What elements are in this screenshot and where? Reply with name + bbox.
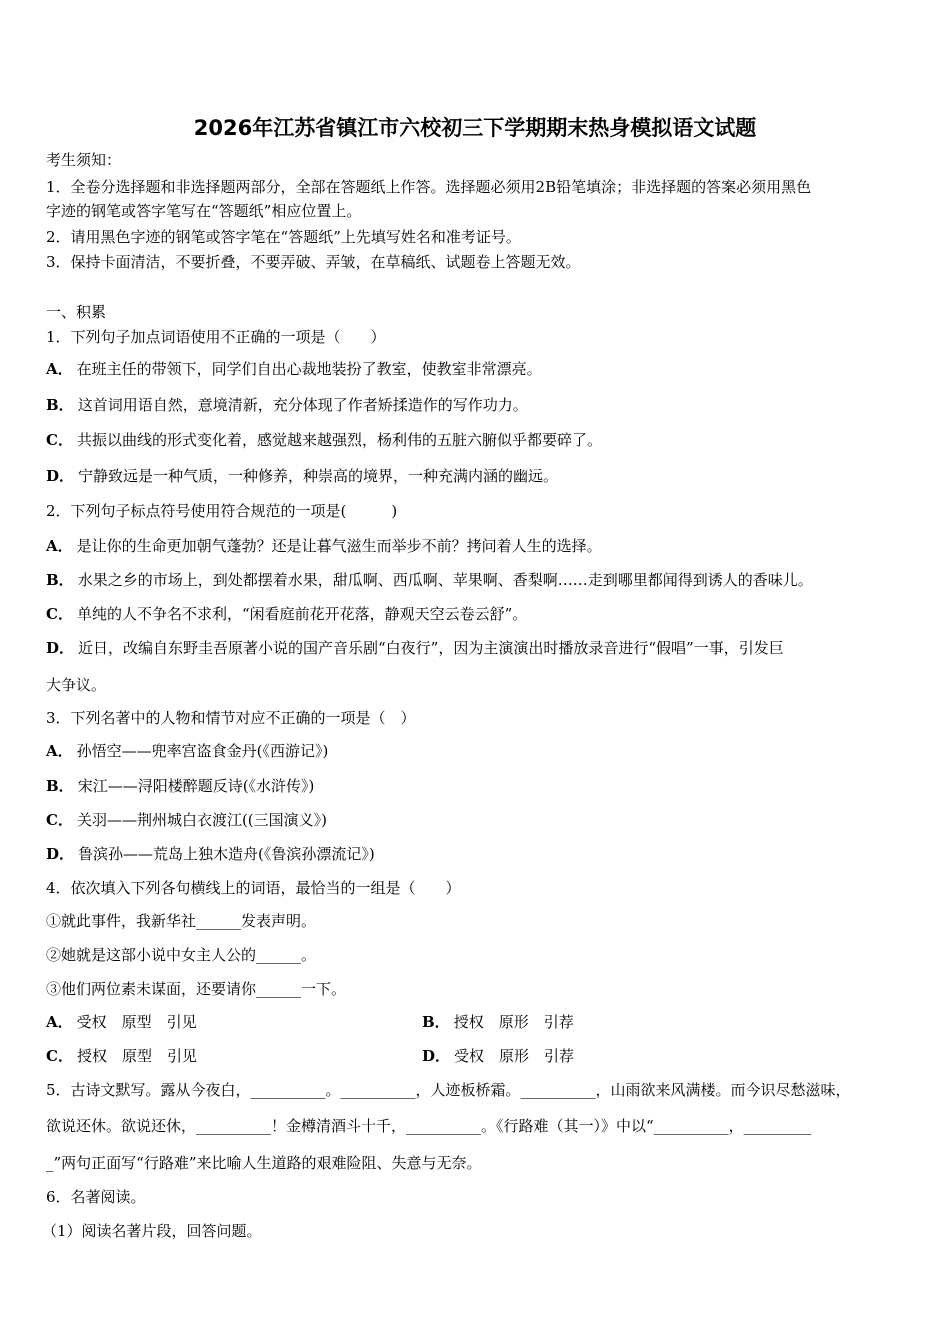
line-text: 鲁滨孙——荒岛上独木造舟(《鲁滨孙漂流记》) — [78, 845, 375, 863]
text-line — [46, 1080, 851, 1100]
line-text: 3．下列名著中的人物和情节对应不正确的一项是（ ） — [46, 709, 416, 727]
line-text: ③他们两位素未谋面，还要请你______一下。 — [46, 980, 347, 998]
text-line — [46, 911, 316, 931]
option-line — [46, 359, 542, 379]
text-line — [42, 1221, 262, 1241]
option-line — [46, 604, 527, 624]
line-text: 这首词用语自然，意境清新，充分体现了作者矫揉造作的写作功力。 — [77, 396, 528, 414]
option-label: A． — [46, 537, 73, 555]
line-text: 孙悟空——兜率宫盗食金丹(《西游记》) — [76, 742, 329, 760]
text-line — [46, 501, 397, 521]
page-title: 2026年江苏省镇江市六校初三下学期期末热身模拟语文试题 — [193, 116, 757, 140]
option-line — [46, 430, 602, 450]
text-line — [46, 252, 581, 272]
text-line — [46, 675, 106, 695]
line-text: 2．下列句子标点符号使用符合规范的一项是( ) — [46, 502, 398, 520]
line-text: 3．保持卡面清洁，不要折叠，不要弄破、弄皱，在草稿纸、试题卷上答题无效。 — [46, 253, 581, 271]
line-text: 考生须知： — [46, 151, 122, 169]
option-label: D． — [46, 845, 75, 863]
text-line — [46, 327, 386, 347]
line-text: 在班主任的带领下，同学们自出心裁地装扮了教室，使教室非常漂亮。 — [76, 360, 542, 378]
line-text: 关羽——荆州城白衣渡江((三国演义》) — [76, 811, 328, 829]
text-line — [46, 201, 361, 221]
line-text: 共振以曲线的形式变化着，感觉越来越强烈，杨利伟的五脏六腑似乎都要碎了。 — [76, 431, 602, 449]
option-line — [46, 741, 328, 761]
option-label: B． — [46, 396, 74, 414]
option-label: C． — [46, 1047, 73, 1065]
line-text: 授权 原形 引荐 — [453, 1013, 574, 1031]
line-text: 2．请用黑色字迹的钢笔或答字笔在“答题纸”上先填写姓名和准考证号。 — [46, 228, 521, 246]
line-text: 5．古诗文默写。露从今夜白，__________。__________，人迹板桥霜。__________，山雨欲来风满楼。而今识尽愁滋味， — [46, 1081, 851, 1099]
option-line — [46, 810, 327, 830]
text-line — [46, 227, 521, 247]
option-line — [46, 1046, 575, 1066]
option-label: B． — [422, 1013, 450, 1031]
line-text: 字迹的钢笔或答字笔写在“答题纸”相应位置上。 — [46, 202, 362, 220]
option-line — [46, 536, 602, 556]
option-label: D． — [46, 467, 75, 485]
line-text: 单纯的人不争名不求利，“闲看庭前花开花落，静观天空云卷云舒”。 — [76, 605, 528, 623]
option-label: A． — [46, 742, 73, 760]
line-text: 4．依次填入下列各句横线上的词语，最恰当的一组是（ ） — [46, 879, 461, 897]
option-line — [46, 570, 813, 590]
option-line — [46, 466, 558, 486]
line-text: ①就此事件，我新华社______发表声明。 — [46, 912, 317, 930]
option-label: C． — [46, 431, 73, 449]
text-line — [46, 1187, 146, 1207]
line-text: 1．下列句子加点词语使用不正确的一项是（ ） — [46, 328, 386, 346]
option-label: D． — [422, 1047, 451, 1065]
option-line — [46, 844, 375, 864]
line-text: 1．全卷分选择题和非选择题两部分，全部在答题纸上作答。选择题必须用2B铅笔填涂；非选择题的答案必须用黑色 — [46, 178, 812, 196]
text-line — [46, 302, 106, 322]
line-text: _”两句正面写“行路难”来比喻人生道路的艰难险阻、失意与无奈。 — [46, 1154, 482, 1172]
option-line — [46, 776, 314, 796]
option-label: A． — [46, 1013, 73, 1031]
text-line — [46, 1153, 482, 1173]
line-text: 受权 原型 引见 — [76, 1013, 197, 1031]
line-text: 授权 原型 引见 — [76, 1047, 197, 1065]
option-line — [46, 638, 784, 658]
text-line — [46, 878, 461, 898]
option-label: A． — [46, 360, 73, 378]
option-label: C． — [46, 811, 73, 829]
text-line — [46, 979, 346, 999]
line-text: 宋江——浔阳楼醉题反诗(《水浒传》) — [77, 777, 315, 795]
line-text: 一、积累 — [46, 303, 107, 321]
option-second-column — [422, 1012, 574, 1032]
line-text: 是让你的生命更加朝气蓬勃？还是让暮气滋生而举步不前？拷问着人生的选择。 — [76, 537, 602, 555]
line-text: 6．名著阅读。 — [46, 1188, 146, 1206]
option-label: C． — [46, 605, 73, 623]
line-text: （1）阅读名著片段，回答问题。 — [42, 1222, 262, 1240]
text-line — [46, 150, 121, 170]
text-line — [46, 177, 811, 197]
text-line — [46, 1116, 811, 1136]
line-text: 近日，改编自东野圭吾原著小说的国产音乐剧“白夜行”，因为主演演出时播放录音进行“假唱”一事，引发巨 — [78, 639, 784, 657]
option-second-column — [422, 1046, 574, 1066]
line-text: ②她就是这部小说中女主人公的______。 — [46, 946, 317, 964]
option-label: D． — [46, 639, 75, 657]
line-text: 受权 原形 引荐 — [454, 1047, 575, 1065]
option-label: B． — [46, 571, 74, 589]
line-text: 大争议。 — [46, 676, 107, 694]
line-text: 水果之乡的市场上，到处都摆着水果，甜瓜啊、西瓜啊、苹果啊、香梨啊……走到哪里都闻得到诱人的香味儿。 — [77, 571, 813, 589]
text-line — [46, 708, 416, 728]
option-label: B． — [46, 777, 74, 795]
text-line — [46, 945, 316, 965]
option-line — [46, 395, 528, 415]
line-text: 欲说还休。欲说还休，__________！金樽清酒斗十千，__________。《行路难（其一）》中以“__________，_________ — [46, 1117, 812, 1135]
option-line — [46, 1012, 574, 1032]
line-text: 宁静致远是一种气质，一种修养，种崇高的境界，一种充满内涵的幽远。 — [78, 467, 559, 485]
